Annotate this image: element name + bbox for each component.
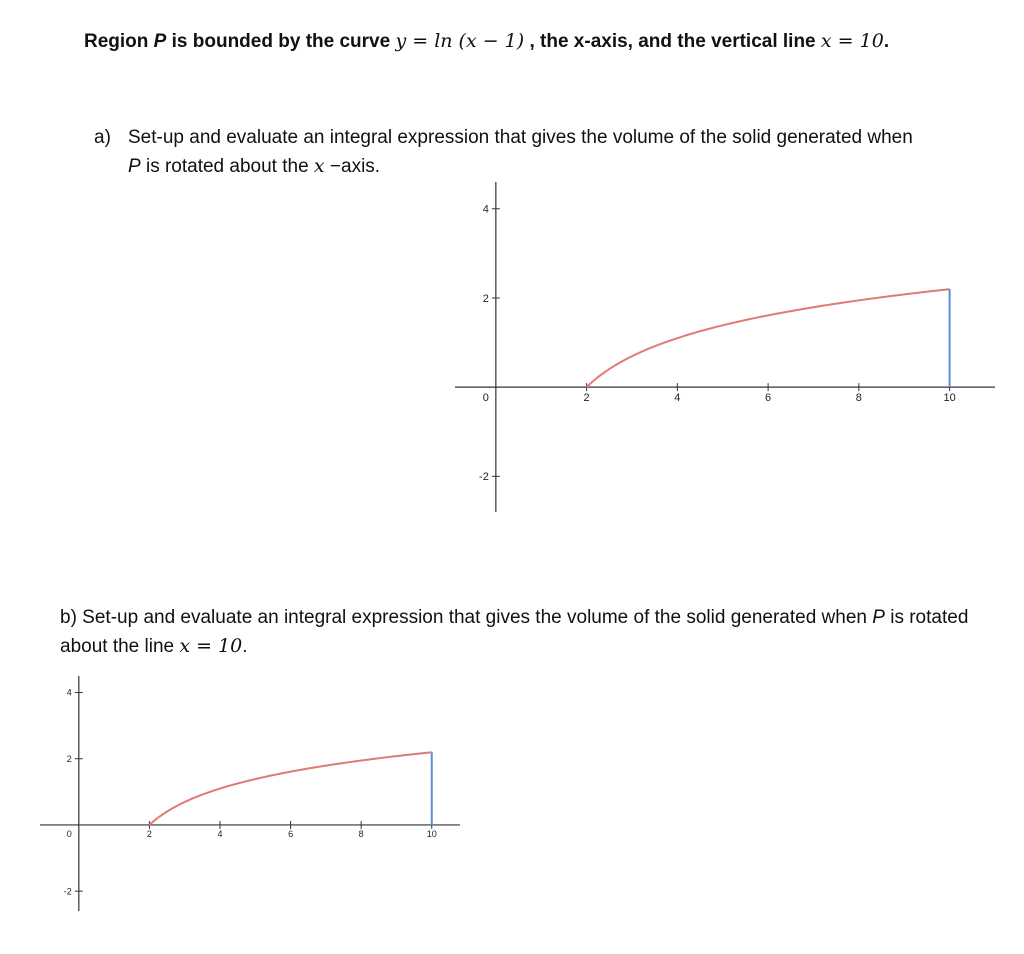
x-tick-label: 6 (765, 392, 772, 405)
curve-ln-x-minus-1 (149, 752, 431, 825)
part-a-text-3: −axis. (324, 156, 381, 177)
part-a-text-2: is rotated about the (140, 156, 314, 177)
x-tick-label: 6 (288, 828, 294, 839)
part-a-label: a) (94, 127, 111, 148)
y-tick-label: 0 (482, 392, 489, 405)
part-b-question (60, 604, 1000, 661)
period: . (242, 636, 248, 657)
x-tick-label: 2 (583, 392, 590, 405)
x-tick-label: 10 (943, 392, 956, 405)
x-tick-label: 10 (426, 828, 437, 839)
part-b-text: Set-up and evaluate an integral expression that gives the volume of the solid generated when (76, 607, 873, 628)
y-tick-label: 2 (482, 292, 489, 305)
region-variable: P (153, 31, 167, 52)
part-b-label: b) (60, 607, 77, 628)
intro-text: Region (84, 31, 154, 52)
problem-statement (84, 30, 889, 53)
y-tick-label: 4 (482, 203, 489, 216)
bound-text: , the x-axis, and the vertical line (524, 31, 821, 52)
y-tick-label: -2 (63, 886, 72, 897)
bounded-text: is bounded by the curve (166, 31, 396, 52)
x-tick-label: 2 (146, 828, 152, 839)
x-tick-label: 4 (217, 828, 223, 839)
x-tick-label: 8 (855, 392, 862, 405)
y-tick-label: 0 (66, 828, 72, 839)
graph-a (455, 182, 995, 512)
rotation-line-equation: x = 10 (179, 635, 243, 657)
y-tick-label: -2 (479, 471, 489, 484)
vertical-line-equation: x = 10 (820, 30, 884, 52)
period: . (883, 31, 890, 52)
curve-ln-x-minus-1 (587, 289, 950, 387)
y-tick-label: 4 (66, 687, 72, 698)
part-b-text-2: is rotated about the line (60, 607, 969, 657)
part-a-text: Set-up and evaluate an integral expression that gives the volume of the solid generated when (128, 127, 913, 148)
axis-variable: x (313, 155, 325, 177)
x-tick-label: 4 (674, 392, 681, 405)
graph-b (40, 676, 460, 911)
region-variable: P (872, 607, 885, 628)
x-tick-label: 8 (358, 828, 364, 839)
curve-equation: y = ln (x − 1) (395, 30, 525, 52)
y-tick-label: 2 (66, 753, 72, 764)
region-variable: P (128, 156, 141, 177)
